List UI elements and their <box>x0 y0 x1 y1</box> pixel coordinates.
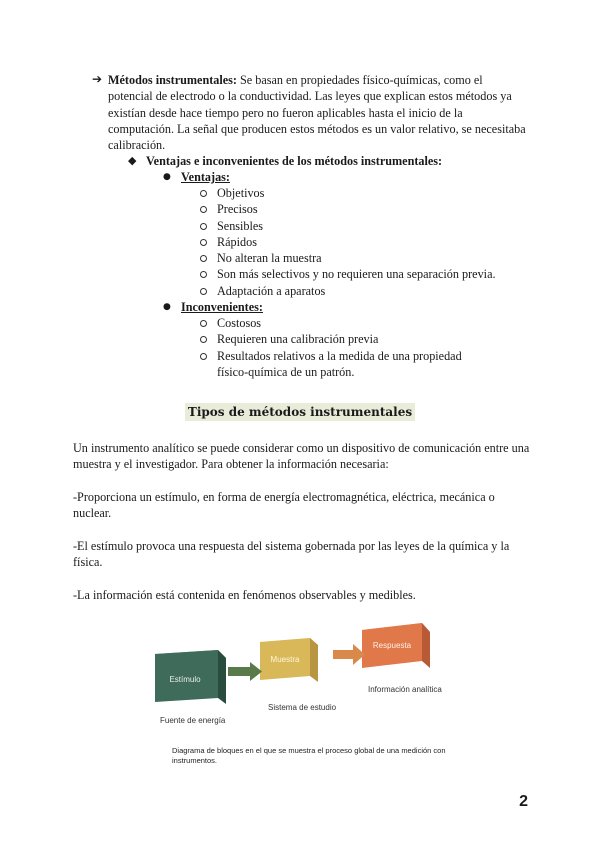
instrumental-methods-intro: Se basan en propiedades físico-químicas, como el potencial de electrodo o la conductividad. Las leyes que explican estos métodos ya existían desde hace tiempo pero no fueron aplicables hasta el inicio de la computación. La señal que producen estos métodos es un valor relativo, se necesitaba calibración. <box>108 73 526 153</box>
list-item: Resultados relativos a la medida de una propiedad <box>199 348 462 364</box>
ventajas-label: Ventajas: <box>181 170 230 184</box>
diagram-caption: Diagrama de bloques en el que se muestra el proceso global de una medición con instrumentos. <box>172 746 446 765</box>
list-item: Objetivos <box>199 185 496 201</box>
ventajas-list <box>199 185 496 299</box>
paragraph-1: Un instrumento analítico se puede considerar como un dispositivo de comunicación entre una muestra y el investigador. Para obtener la información necesaria: <box>73 441 530 472</box>
informacion-label: Información analítica <box>368 685 442 694</box>
list-item: Son más selectivos y no requieren una separación previa. <box>199 266 496 282</box>
section-title-text: Tipos de métodos instrumentales <box>185 403 415 421</box>
arrow-bullet-icon: ➔ <box>92 72 103 86</box>
list-item: No alteran la muestra <box>199 250 496 266</box>
paragraph-4: -La información está contenida en fenómenos observables y medibles. <box>73 588 416 602</box>
bullet-icon: ● <box>163 302 171 312</box>
list-item: Sensibles <box>199 218 496 234</box>
inconvenientes-label: Inconvenientes: <box>181 300 263 314</box>
instrumental-methods-heading: Métodos instrumentales: <box>108 73 237 87</box>
list-item: Adaptación a aparatos <box>199 283 496 299</box>
paragraph-2: -Proporciona un estímulo, en forma de energía electromagnética, eléctrica, mecánica o nuclear. <box>73 490 495 521</box>
sistema-label: Sistema de estudio <box>268 703 337 712</box>
paragraph-3: -El estímulo provoca una respuesta del sistema gobernada por las leyes de la química y la física. <box>73 539 510 570</box>
arrow-1 <box>228 662 262 681</box>
estimulo-text: Estímulo <box>169 675 201 684</box>
page-number: 2 <box>519 793 528 810</box>
instrumental-methods-paragraph <box>108 72 528 153</box>
arrow-2 <box>333 644 365 665</box>
muestra-text: Muestra <box>270 655 300 664</box>
advantages-subheading: Ventajas e inconvenientes de los métodos instrumentales: <box>146 154 443 168</box>
inconvenientes-list <box>199 315 462 364</box>
respuesta-text: Respuesta <box>372 641 412 650</box>
bullet-icon: ● <box>163 172 171 182</box>
list-item: Rápidos <box>199 234 496 250</box>
diamond-bullet-icon: ◆ <box>128 154 137 167</box>
list-item: Precisos <box>199 201 496 217</box>
section-title <box>0 405 600 419</box>
fuente-label: Fuente de energía <box>160 716 226 725</box>
list-item-continuation: físico-química de un patrón. <box>217 365 355 379</box>
list-item: Costosos <box>199 315 462 331</box>
list-item: Requieren una calibración previa <box>199 331 462 347</box>
